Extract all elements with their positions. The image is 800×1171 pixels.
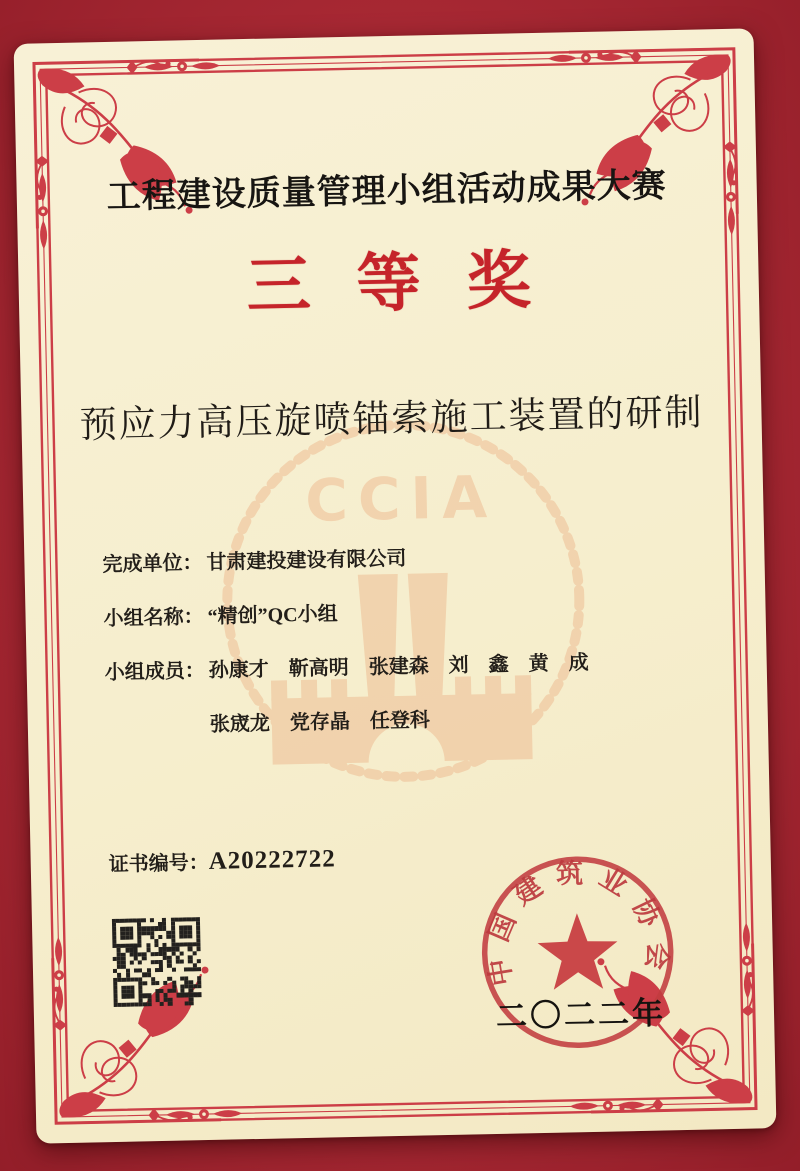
field-label: 小组名称： — [103, 606, 204, 631]
field-label: 小组成员： — [104, 660, 205, 685]
field-label — [106, 731, 210, 733]
field-value: “精创”QC小组 — [207, 603, 338, 628]
field-value: 张宬龙 党存晶 任登科 — [209, 709, 431, 736]
qr-code — [112, 917, 202, 1007]
certificate-number-value: A20222722 — [208, 845, 337, 875]
certificate-number-label: 证书编号： — [108, 851, 209, 877]
issue-year: 二〇二二年 — [495, 995, 667, 1034]
competition-title: 工程建设质量管理小组活动成果大赛 — [106, 166, 668, 216]
seal-org-name: 中国建筑业协会 — [481, 858, 674, 988]
certificate-paper — [14, 28, 777, 1143]
award-title: 三等奖 — [245, 244, 578, 323]
field-value: 甘肃建投建设有限公司 — [206, 547, 407, 574]
seal-star-icon — [537, 912, 618, 990]
field-label: 完成单位： — [102, 552, 203, 577]
certificate-number-row — [108, 843, 336, 878]
watermark-acronym: CCIA — [304, 462, 498, 535]
field-value: 孙康才 靳高明 张建森 刘 鑫 黄 成 — [208, 651, 589, 682]
project-title: 预应力高压旋喷锚索施工装置的研制 — [79, 392, 704, 447]
certificate-fields — [102, 536, 706, 765]
